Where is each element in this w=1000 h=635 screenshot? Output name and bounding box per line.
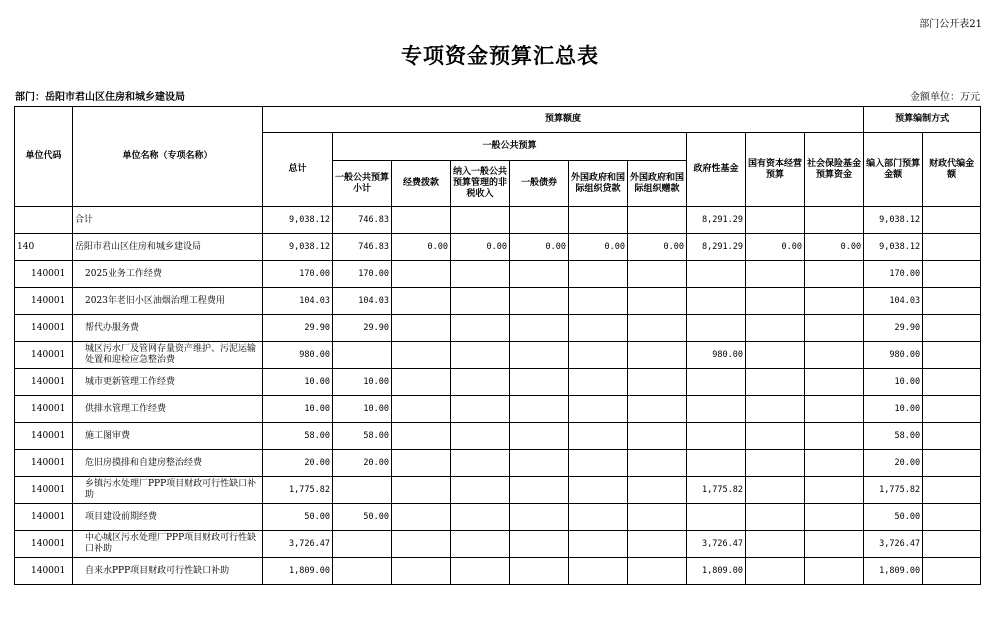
cell-code: 140001 — [15, 504, 73, 531]
cell-bonds — [510, 504, 569, 531]
cell-name: 城区污水厂及管网存量资产维护、污泥运输处置和迎检应急整治费 — [73, 342, 263, 369]
cell-bonds — [510, 531, 569, 558]
header-unit-name: 单位名称（专项名称） — [73, 107, 263, 207]
cell-grants: 0.00 — [628, 234, 687, 261]
header-fiscal-agent: 财政代编金额 — [923, 133, 981, 207]
cell-state-cap — [746, 396, 805, 423]
table-row — [15, 234, 981, 261]
cell-loans — [569, 504, 628, 531]
cell-gov-fund: 1,809.00 — [687, 558, 746, 585]
cell-name: 城市更新管理工作经费 — [73, 369, 263, 396]
cell-gov-fund — [687, 288, 746, 315]
cell-loans — [569, 315, 628, 342]
cell-nontax — [451, 531, 510, 558]
cell-alloc — [392, 504, 451, 531]
cell-gov-fund: 1,775.82 — [687, 477, 746, 504]
cell-total: 29.90 — [263, 315, 333, 342]
cell-state-cap — [746, 504, 805, 531]
cell-code: 140001 — [15, 288, 73, 315]
cell-alloc — [392, 477, 451, 504]
cell-alloc — [392, 531, 451, 558]
cell-name: 帮代办服务费 — [73, 315, 263, 342]
cell-soc-ins — [805, 477, 864, 504]
table-row — [15, 342, 981, 369]
cell-grants — [628, 450, 687, 477]
cell-subtotal: 58.00 — [333, 423, 392, 450]
cell-subtotal: 104.03 — [333, 288, 392, 315]
cell-code: 140001 — [15, 477, 73, 504]
cell-total: 1,775.82 — [263, 477, 333, 504]
cell-loans — [569, 477, 628, 504]
table-row-total — [15, 207, 981, 234]
cell-state-cap — [746, 558, 805, 585]
cell-soc-ins — [805, 558, 864, 585]
cell-alloc — [392, 342, 451, 369]
cell-name: 危旧房摸排和自建房整治经费 — [73, 450, 263, 477]
cell-dept: 3,726.47 — [864, 531, 923, 558]
cell-name: 施工图审费 — [73, 423, 263, 450]
cell-nontax — [451, 477, 510, 504]
cell-state-cap — [746, 342, 805, 369]
cell-state-cap — [746, 477, 805, 504]
cell-bonds — [510, 450, 569, 477]
cell-total: 50.00 — [263, 504, 333, 531]
cell-total: 10.00 — [263, 369, 333, 396]
cell-agent — [923, 504, 981, 531]
cell-subtotal: 50.00 — [333, 504, 392, 531]
cell-bonds — [510, 369, 569, 396]
cell-soc-ins — [805, 288, 864, 315]
cell-alloc — [392, 450, 451, 477]
cell-total: 3,726.47 — [263, 531, 333, 558]
cell-soc-ins — [805, 207, 864, 234]
cell-subtotal — [333, 558, 392, 585]
cell-total: 20.00 — [263, 450, 333, 477]
header-non-tax-revenue: 纳入一般公共预算管理的非税收入 — [451, 161, 510, 207]
cell-loans — [569, 207, 628, 234]
cell-state-cap — [746, 369, 805, 396]
cell-dept: 10.00 — [864, 396, 923, 423]
cell-dept: 20.00 — [864, 450, 923, 477]
cell-code: 140001 — [15, 261, 73, 288]
cell-agent — [923, 288, 981, 315]
table-row — [15, 423, 981, 450]
cell-total: 9,038.12 — [263, 207, 333, 234]
cell-agent — [923, 396, 981, 423]
table-row — [15, 396, 981, 423]
cell-loans — [569, 369, 628, 396]
cell-nontax — [451, 423, 510, 450]
cell-nontax — [451, 342, 510, 369]
cell-code: 140 — [15, 234, 73, 261]
header-total: 总计 — [263, 133, 333, 207]
header-foreign-loans: 外国政府和国际组织贷款 — [569, 161, 628, 207]
table-row — [15, 315, 981, 342]
cell-gov-fund: 3,726.47 — [687, 531, 746, 558]
cell-total: 1,809.00 — [263, 558, 333, 585]
header-gov-fund: 政府性基金 — [687, 133, 746, 207]
cell-alloc — [392, 207, 451, 234]
cell-dept: 1,775.82 — [864, 477, 923, 504]
cell-total: 104.03 — [263, 288, 333, 315]
cell-bonds — [510, 342, 569, 369]
cell-bonds — [510, 288, 569, 315]
cell-name: 供排水管理工作经费 — [73, 396, 263, 423]
cell-bonds — [510, 558, 569, 585]
cell-soc-ins — [805, 531, 864, 558]
header-unit-code: 单位代码 — [15, 107, 73, 207]
cell-name: 岳阳市君山区住房和城乡建设局 — [73, 234, 263, 261]
cell-grants — [628, 477, 687, 504]
cell-name: 乡镇污水处理厂PPP项目财政可行性缺口补助 — [73, 477, 263, 504]
cell-subtotal: 10.00 — [333, 396, 392, 423]
amount-unit-label: 金额单位：万元 — [910, 92, 980, 103]
cell-gov-fund — [687, 315, 746, 342]
cell-loans: 0.00 — [569, 234, 628, 261]
cell-state-cap — [746, 423, 805, 450]
cell-bonds — [510, 396, 569, 423]
cell-agent — [923, 477, 981, 504]
cell-grants — [628, 261, 687, 288]
cell-total: 58.00 — [263, 423, 333, 450]
cell-gov-fund — [687, 261, 746, 288]
header-social-insurance: 社会保险基金预算资金 — [805, 133, 864, 207]
cell-agent — [923, 261, 981, 288]
cell-subtotal — [333, 342, 392, 369]
form-number: 部门公开表21 — [919, 19, 982, 30]
cell-bonds — [510, 477, 569, 504]
cell-gov-fund: 980.00 — [687, 342, 746, 369]
cell-soc-ins — [805, 369, 864, 396]
cell-grants — [628, 288, 687, 315]
header-state-capital: 国有资本经营预算 — [746, 133, 805, 207]
cell-dept: 58.00 — [864, 423, 923, 450]
budget-summary-table — [14, 106, 981, 585]
cell-name: 2025业务工作经费 — [73, 261, 263, 288]
cell-nontax — [451, 558, 510, 585]
cell-name: 自来水PPP项目财政可行性缺口补助 — [73, 558, 263, 585]
cell-state-cap — [746, 207, 805, 234]
cell-state-cap: 0.00 — [746, 234, 805, 261]
cell-alloc — [392, 558, 451, 585]
cell-code: 140001 — [15, 450, 73, 477]
table-row — [15, 504, 981, 531]
cell-loans — [569, 423, 628, 450]
cell-code: 140001 — [15, 531, 73, 558]
cell-soc-ins — [805, 504, 864, 531]
cell-alloc — [392, 369, 451, 396]
cell-bonds — [510, 207, 569, 234]
cell-name: 合计 — [73, 207, 263, 234]
cell-dept: 9,038.12 — [864, 234, 923, 261]
cell-nontax — [451, 288, 510, 315]
cell-grants — [628, 342, 687, 369]
page-title: 专项资金预算汇总表 — [401, 43, 599, 68]
cell-dept: 10.00 — [864, 369, 923, 396]
cell-code: 140001 — [15, 423, 73, 450]
cell-alloc — [392, 396, 451, 423]
cell-bonds — [510, 315, 569, 342]
header-foreign-grants: 外国政府和国际组织赠款 — [628, 161, 687, 207]
cell-gov-fund — [687, 423, 746, 450]
cell-gov-fund: 8,291.29 — [687, 207, 746, 234]
cell-nontax — [451, 315, 510, 342]
cell-grants — [628, 396, 687, 423]
cell-grants — [628, 207, 687, 234]
cell-subtotal: 29.90 — [333, 315, 392, 342]
cell-state-cap — [746, 315, 805, 342]
cell-total: 980.00 — [263, 342, 333, 369]
cell-agent — [923, 234, 981, 261]
cell-soc-ins — [805, 450, 864, 477]
cell-total: 10.00 — [263, 396, 333, 423]
cell-code: 140001 — [15, 315, 73, 342]
cell-dept: 980.00 — [864, 342, 923, 369]
cell-gov-fund — [687, 369, 746, 396]
cell-name: 项目建设前期经费 — [73, 504, 263, 531]
cell-name: 中心城区污水处理厂PPP项目财政可行性缺口补助 — [73, 531, 263, 558]
cell-grants — [628, 504, 687, 531]
header-budget-amount: 预算额度 — [263, 107, 864, 133]
cell-code: 140001 — [15, 369, 73, 396]
cell-total: 9,038.12 — [263, 234, 333, 261]
cell-name: 2023年老旧小区油烟治理工程费用 — [73, 288, 263, 315]
cell-loans — [569, 342, 628, 369]
cell-loans — [569, 531, 628, 558]
cell-alloc — [392, 423, 451, 450]
cell-dept: 104.03 — [864, 288, 923, 315]
cell-agent — [923, 369, 981, 396]
cell-agent — [923, 423, 981, 450]
cell-nontax — [451, 504, 510, 531]
cell-state-cap — [746, 261, 805, 288]
cell-agent — [923, 207, 981, 234]
cell-soc-ins — [805, 261, 864, 288]
table-row — [15, 558, 981, 585]
cell-bonds — [510, 423, 569, 450]
header-general-bonds: 一般债券 — [510, 161, 569, 207]
cell-soc-ins — [805, 315, 864, 342]
cell-alloc — [392, 261, 451, 288]
cell-loans — [569, 558, 628, 585]
cell-loans — [569, 450, 628, 477]
cell-code — [15, 207, 73, 234]
cell-agent — [923, 315, 981, 342]
cell-nontax — [451, 450, 510, 477]
table-row — [15, 450, 981, 477]
cell-loans — [569, 288, 628, 315]
cell-subtotal: 10.00 — [333, 369, 392, 396]
header-funds-allocation: 经费拨款 — [392, 161, 451, 207]
cell-nontax — [451, 207, 510, 234]
cell-bonds — [510, 261, 569, 288]
cell-subtotal: 746.83 — [333, 234, 392, 261]
table-row — [15, 288, 981, 315]
cell-grants — [628, 369, 687, 396]
cell-gov-fund — [687, 504, 746, 531]
header-dept-compile: 编入部门预算金额 — [864, 133, 923, 207]
cell-subtotal — [333, 531, 392, 558]
cell-subtotal: 746.83 — [333, 207, 392, 234]
cell-alloc — [392, 288, 451, 315]
cell-subtotal — [333, 477, 392, 504]
table-row — [15, 477, 981, 504]
cell-grants — [628, 423, 687, 450]
header-general-subtotal: 一般公共预算小计 — [333, 161, 392, 207]
table-row — [15, 369, 981, 396]
cell-loans — [569, 396, 628, 423]
cell-soc-ins: 0.00 — [805, 234, 864, 261]
cell-subtotal: 20.00 — [333, 450, 392, 477]
header-budget-method: 预算编制方式 — [864, 107, 981, 133]
cell-nontax — [451, 369, 510, 396]
cell-gov-fund: 8,291.29 — [687, 234, 746, 261]
cell-gov-fund — [687, 450, 746, 477]
cell-total: 170.00 — [263, 261, 333, 288]
cell-grants — [628, 315, 687, 342]
cell-dept: 9,038.12 — [864, 207, 923, 234]
cell-dept: 1,809.00 — [864, 558, 923, 585]
cell-state-cap — [746, 288, 805, 315]
cell-subtotal: 170.00 — [333, 261, 392, 288]
cell-nontax: 0.00 — [451, 234, 510, 261]
cell-soc-ins — [805, 423, 864, 450]
cell-gov-fund — [687, 396, 746, 423]
cell-code: 140001 — [15, 396, 73, 423]
cell-grants — [628, 531, 687, 558]
cell-dept: 29.90 — [864, 315, 923, 342]
cell-nontax — [451, 261, 510, 288]
cell-alloc: 0.00 — [392, 234, 451, 261]
department-label: 部门：岳阳市君山区住房和城乡建设局 — [15, 92, 185, 103]
cell-grants — [628, 558, 687, 585]
cell-nontax — [451, 396, 510, 423]
cell-code: 140001 — [15, 342, 73, 369]
cell-agent — [923, 531, 981, 558]
cell-agent — [923, 558, 981, 585]
cell-state-cap — [746, 450, 805, 477]
cell-agent — [923, 342, 981, 369]
cell-loans — [569, 261, 628, 288]
table-row — [15, 261, 981, 288]
cell-soc-ins — [805, 342, 864, 369]
cell-code: 140001 — [15, 558, 73, 585]
cell-bonds: 0.00 — [510, 234, 569, 261]
cell-dept: 50.00 — [864, 504, 923, 531]
cell-dept: 170.00 — [864, 261, 923, 288]
cell-soc-ins — [805, 396, 864, 423]
cell-state-cap — [746, 531, 805, 558]
table-row — [15, 531, 981, 558]
cell-agent — [923, 450, 981, 477]
header-general-budget: 一般公共预算 — [333, 133, 687, 161]
cell-alloc — [392, 315, 451, 342]
